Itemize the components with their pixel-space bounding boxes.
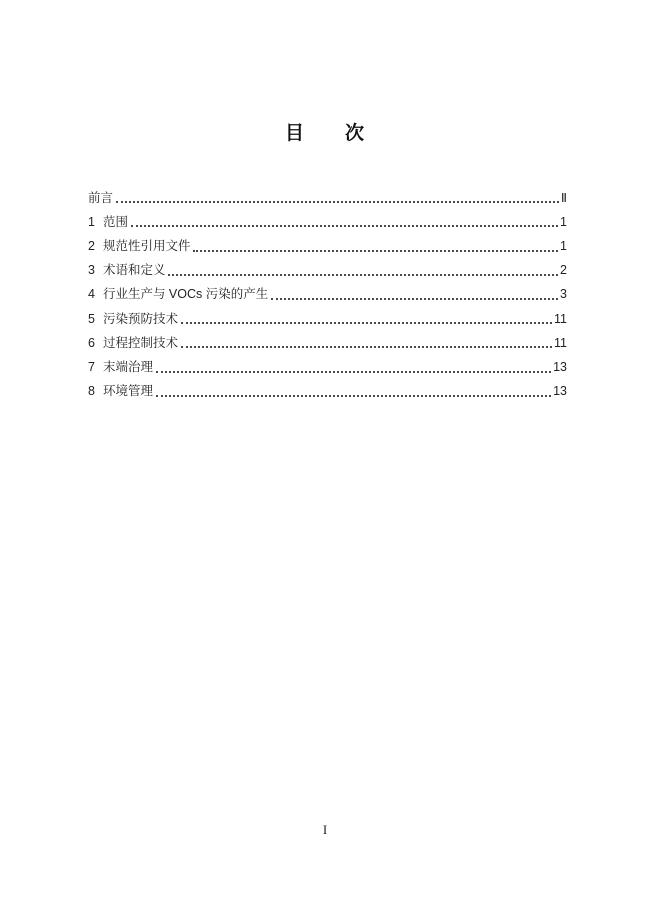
toc-entry-number: 5 <box>88 311 95 326</box>
toc-entry-label: 前言 <box>88 190 114 205</box>
toc-entry-number: 4 <box>88 287 95 302</box>
footer-page-number: I <box>322 822 328 837</box>
toc-entry <box>88 327 567 351</box>
toc-entry-label: 过程控制技术 <box>102 335 178 350</box>
toc-entry-number: 6 <box>88 335 95 350</box>
toc-entry-page: 13 <box>553 359 567 374</box>
toc-entry-label: 行业生产与 VOCs 污染的产生 <box>102 287 269 302</box>
toc-dot-leader <box>156 395 551 397</box>
toc-dot-leader <box>193 250 558 252</box>
toc-entry-number: 3 <box>88 263 95 278</box>
toc-entry-page: 3 <box>560 287 567 302</box>
toc-dot-leader <box>116 201 559 203</box>
toc-entry-number: 2 <box>88 238 95 253</box>
toc-dot-leader <box>168 274 558 276</box>
toc-entry-label: 范围 <box>102 214 128 229</box>
toc-entry <box>88 303 567 327</box>
toc-dot-leader <box>271 298 558 300</box>
toc-entry <box>88 206 567 230</box>
toc-entry <box>88 376 567 400</box>
toc-entry <box>88 279 567 303</box>
toc-entry-label: 术语和定义 <box>102 263 166 278</box>
toc-dot-leader <box>131 225 558 227</box>
toc-entry <box>88 230 567 254</box>
toc-dot-leader <box>181 346 552 348</box>
toc-entry-number: 1 <box>88 214 95 229</box>
toc-entry-number: 7 <box>88 359 95 374</box>
toc-entry-page: 1 <box>560 214 567 229</box>
toc-dot-leader <box>181 322 552 324</box>
toc-entry <box>88 182 567 206</box>
toc-entry-page: 11 <box>554 335 567 350</box>
toc-entry-page: 13 <box>553 384 567 399</box>
toc-entry-page: 11 <box>554 311 567 326</box>
toc-entry-page: 2 <box>560 263 567 278</box>
toc-entry-label: 规范性引用文件 <box>102 238 191 253</box>
toc-entry <box>88 351 567 375</box>
toc-entry-page: Ⅱ <box>560 190 567 205</box>
toc-entry-label: 末端治理 <box>102 359 153 374</box>
table-of-contents <box>88 182 567 400</box>
page-title: 目 次 <box>284 123 365 144</box>
toc-entry-label: 污染预防技术 <box>102 311 178 326</box>
toc-entry-page: 1 <box>560 238 567 253</box>
toc-entry-number: 8 <box>88 384 95 399</box>
toc-entry <box>88 255 567 279</box>
toc-entry-label: 环境管理 <box>102 384 153 399</box>
toc-dot-leader <box>156 371 551 373</box>
